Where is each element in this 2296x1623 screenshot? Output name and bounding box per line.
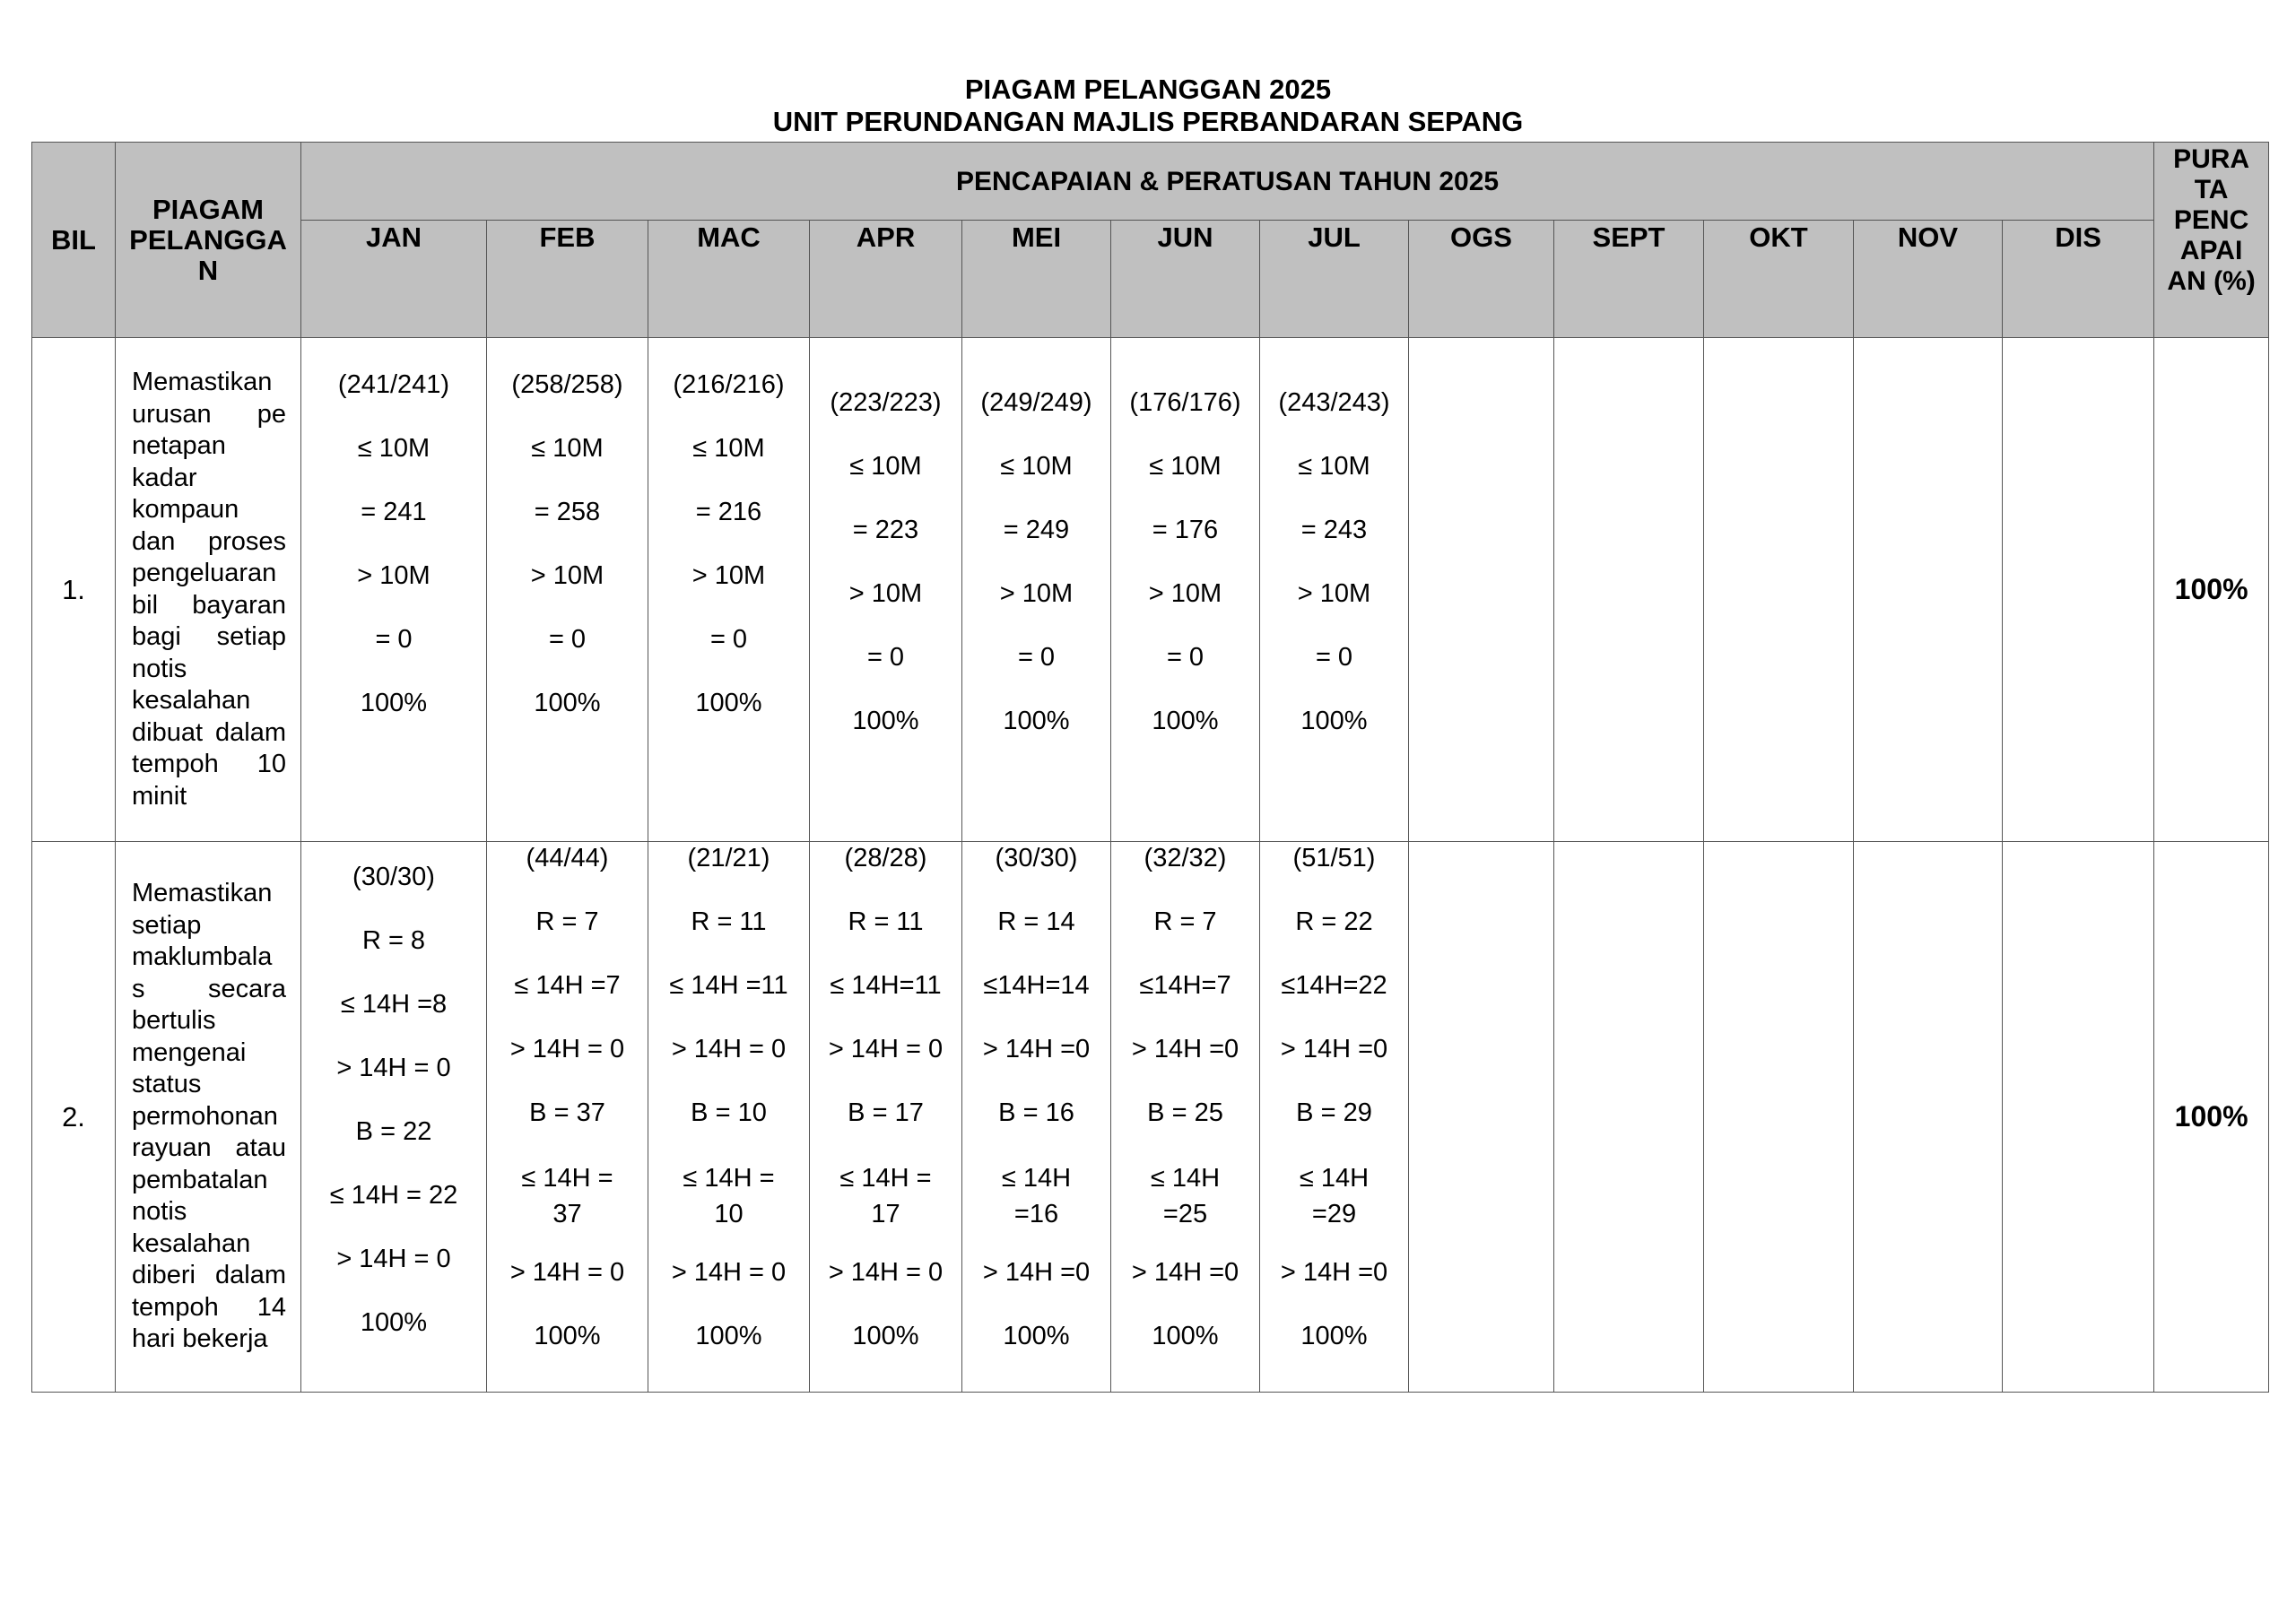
cell-line: 100% — [852, 707, 919, 735]
cell-line: ≤ 10M — [1149, 452, 1222, 481]
cell-line: R = 7 — [1153, 907, 1217, 936]
cell-line: = 0 — [1315, 643, 1353, 672]
month-header-jun: JUN — [1111, 221, 1260, 338]
month-cell-ogs — [1409, 842, 1554, 1393]
month-cell-jun — [1111, 842, 1260, 1393]
cell-line: = 0 — [548, 625, 587, 654]
cell-line: ≤ 14H = 22 — [329, 1181, 458, 1210]
cell-line: (241/241) — [337, 370, 450, 399]
cell-line: R = 8 — [361, 926, 426, 955]
cell-line: B = 10 — [691, 1098, 767, 1127]
cell-line: (32/32) — [1144, 844, 1227, 872]
row-number: 2. — [32, 842, 116, 1393]
month-cell-mei — [962, 842, 1111, 1393]
cell-line: 100% — [360, 1308, 428, 1337]
month-header-okt: OKT — [1704, 221, 1854, 338]
cell-line: B = 17 — [848, 1098, 924, 1127]
document-subtitle: UNIT PERUNDANGAN MAJLIS PERBANDARAN SEPANG — [772, 106, 1524, 137]
cell-line: > 14H = 0 — [336, 1245, 451, 1273]
month-header-ogs: OGS — [1409, 221, 1554, 338]
month-cell-dis — [2003, 842, 2154, 1393]
cell-line: ≤14H=22 — [1281, 971, 1387, 1000]
cell-line: ≤ 10M — [849, 452, 922, 481]
cell-line: ≤ 14H =29 — [1299, 1164, 1370, 1228]
cell-line: (249/249) — [980, 388, 1092, 417]
customer-charter-table — [31, 142, 2269, 1393]
cell-line: = 258 — [534, 498, 601, 526]
cell-line: (44/44) — [526, 844, 609, 872]
cell-line: B = 29 — [1296, 1098, 1372, 1127]
cell-line: R = 11 — [691, 907, 767, 936]
cell-line: > 10M — [357, 561, 430, 590]
cell-line: B = 25 — [1147, 1098, 1223, 1127]
month-header-feb: FEB — [487, 221, 648, 338]
month-cell-jan — [301, 842, 487, 1393]
cell-line: = 243 — [1300, 516, 1368, 544]
month-header-mac: MAC — [648, 221, 810, 338]
cell-line: ≤ 14H =25 — [1150, 1164, 1221, 1228]
month-header-nov: NOV — [1854, 221, 2003, 338]
month-cell-sept — [1554, 842, 1704, 1393]
charter-description: Memastikan urusan pe netapan kadar kompaun dan proses pengeluaran bil bayaran bagi setiap notis kesalahan dibuat dalam tempoh 10 minit — [116, 338, 301, 842]
cell-line: > 14H =0 — [982, 1035, 1091, 1063]
header-bil: BIL — [32, 143, 116, 338]
cell-line: > 14H = 0 — [671, 1258, 787, 1287]
cell-line: = 0 — [709, 625, 748, 654]
month-cell-okt — [1704, 338, 1854, 842]
cell-line: ≤ 10M — [1298, 452, 1370, 481]
month-cell-mac — [648, 842, 810, 1393]
month-cell-jan — [301, 338, 487, 842]
cell-line: 100% — [1152, 1322, 1219, 1350]
cell-line: > 10M — [1297, 579, 1371, 608]
cell-line: 100% — [1300, 707, 1368, 735]
cell-line: > 14H = 0 — [336, 1054, 451, 1082]
cell-line: > 14H =0 — [1131, 1035, 1239, 1063]
cell-line: > 14H = 0 — [828, 1035, 944, 1063]
cell-line: = 241 — [361, 498, 427, 526]
month-header-apr: APR — [810, 221, 962, 338]
month-header-mei: MEI — [962, 221, 1111, 338]
cell-line: ≤ 14H = 17 — [839, 1164, 932, 1228]
cell-line: = 216 — [695, 498, 762, 526]
month-cell-apr — [810, 338, 962, 842]
cell-line: (176/176) — [1129, 388, 1241, 417]
cell-line: = 0 — [375, 625, 413, 654]
month-cell-nov — [1854, 842, 2003, 1393]
cell-line: (30/30) — [995, 844, 1078, 872]
cell-line: > 10M — [848, 579, 923, 608]
cell-line: = 249 — [1003, 516, 1070, 544]
header-purata: PURA TA PENC APAI AN (%) — [2154, 143, 2269, 338]
cell-line: R = 11 — [848, 907, 924, 936]
cell-line: B = 37 — [529, 1098, 605, 1127]
header-achievement-group: PENCAPAIAN & PERATUSAN TAHUN 2025 — [301, 143, 2154, 221]
cell-line: ≤ 14H = 10 — [683, 1164, 775, 1228]
cell-line: (28/28) — [844, 844, 927, 872]
month-cell-okt — [1704, 842, 1854, 1393]
month-header-jan: JAN — [301, 221, 487, 338]
cell-line: ≤ 10M — [1000, 452, 1073, 481]
cell-line: R = 22 — [1295, 907, 1373, 936]
header-piagam-pelanggan: PIAGAM PELANGGA N — [116, 143, 301, 338]
average-achievement: 100% — [2154, 842, 2269, 1393]
month-header-dis: DIS — [2003, 221, 2154, 338]
cell-line: ≤ 10M — [692, 434, 765, 463]
month-cell-sept — [1554, 338, 1704, 842]
cell-line: 100% — [1300, 1322, 1368, 1350]
cell-line: = 0 — [866, 643, 905, 672]
month-header-sept: SEPT — [1554, 221, 1704, 338]
cell-line: 100% — [1003, 1322, 1070, 1350]
month-cell-mei — [962, 338, 1111, 842]
month-cell-ogs — [1409, 338, 1554, 842]
document-title: PIAGAM PELANGGAN 2025 — [964, 74, 1332, 105]
cell-line: 100% — [1003, 707, 1070, 735]
cell-line: = 223 — [852, 516, 919, 544]
month-cell-apr — [810, 842, 962, 1393]
cell-line: = 0 — [1017, 643, 1056, 672]
charter-description: Memastikan setiap maklumbala s secara bertulis mengenai status permohonan rayuan atau pembatalan notis kesalahan diberi dalam tempoh 14 hari bekerja — [116, 842, 301, 1393]
cell-line: ≤ 10M — [531, 434, 604, 463]
cell-line: ≤14H=7 — [1139, 971, 1231, 1000]
cell-line: 100% — [852, 1322, 919, 1350]
cell-line: 100% — [534, 1322, 601, 1350]
table-row — [32, 842, 2269, 1393]
month-cell-dis — [2003, 338, 2154, 842]
cell-line: = 176 — [1152, 516, 1219, 544]
cell-line: R = 14 — [997, 907, 1075, 936]
cell-line: > 14H = 0 — [509, 1258, 625, 1287]
cell-line: 100% — [534, 689, 601, 717]
cell-line: (216/216) — [673, 370, 785, 399]
month-cell-jul — [1260, 338, 1409, 842]
cell-line: 100% — [360, 689, 428, 717]
cell-line: ≤ 14H =7 — [514, 971, 621, 1000]
month-cell-jun — [1111, 338, 1260, 842]
cell-line: B = 16 — [998, 1098, 1074, 1127]
cell-line: (223/223) — [830, 388, 942, 417]
cell-line: ≤ 14H = 37 — [521, 1164, 613, 1228]
cell-line: (51/51) — [1292, 844, 1376, 872]
month-cell-nov — [1854, 338, 2003, 842]
month-cell-jul — [1260, 842, 1409, 1393]
row-number: 1. — [32, 338, 116, 842]
cell-line: = 0 — [1166, 643, 1205, 672]
cell-line: ≤ 10M — [357, 434, 430, 463]
cell-line: (243/243) — [1278, 388, 1390, 417]
cell-line: 100% — [1152, 707, 1219, 735]
average-achievement: 100% — [2154, 338, 2269, 842]
cell-line: > 14H = 0 — [828, 1258, 944, 1287]
cell-line: > 14H =0 — [982, 1258, 1091, 1287]
cell-line: ≤ 14H =8 — [340, 990, 448, 1019]
cell-line: ≤ 14H=11 — [830, 971, 942, 1000]
cell-line: (30/30) — [352, 863, 435, 891]
cell-line: 100% — [695, 1322, 762, 1350]
cell-line: > 10M — [1148, 579, 1222, 608]
cell-line: > 14H =0 — [1131, 1258, 1239, 1287]
month-header-jul: JUL — [1260, 221, 1409, 338]
cell-line: > 10M — [530, 561, 604, 590]
cell-line: > 10M — [691, 561, 766, 590]
cell-line: > 10M — [999, 579, 1074, 608]
month-cell-feb — [487, 842, 648, 1393]
cell-line: > 14H =0 — [1280, 1258, 1388, 1287]
cell-line: > 14H = 0 — [671, 1035, 787, 1063]
cell-line: ≤ 14H =16 — [1001, 1164, 1072, 1228]
cell-line: B = 22 — [355, 1117, 432, 1146]
table-row — [32, 338, 2269, 842]
cell-line: > 14H =0 — [1280, 1035, 1388, 1063]
cell-line: (258/258) — [511, 370, 623, 399]
cell-line: (21/21) — [687, 844, 770, 872]
cell-line: 100% — [695, 689, 762, 717]
cell-line: R = 7 — [535, 907, 599, 936]
month-cell-mac — [648, 338, 810, 842]
month-cell-feb — [487, 338, 648, 842]
cell-line: ≤14H=14 — [983, 971, 1090, 1000]
cell-line: > 14H = 0 — [509, 1035, 625, 1063]
cell-line: ≤ 14H =11 — [669, 971, 788, 1000]
